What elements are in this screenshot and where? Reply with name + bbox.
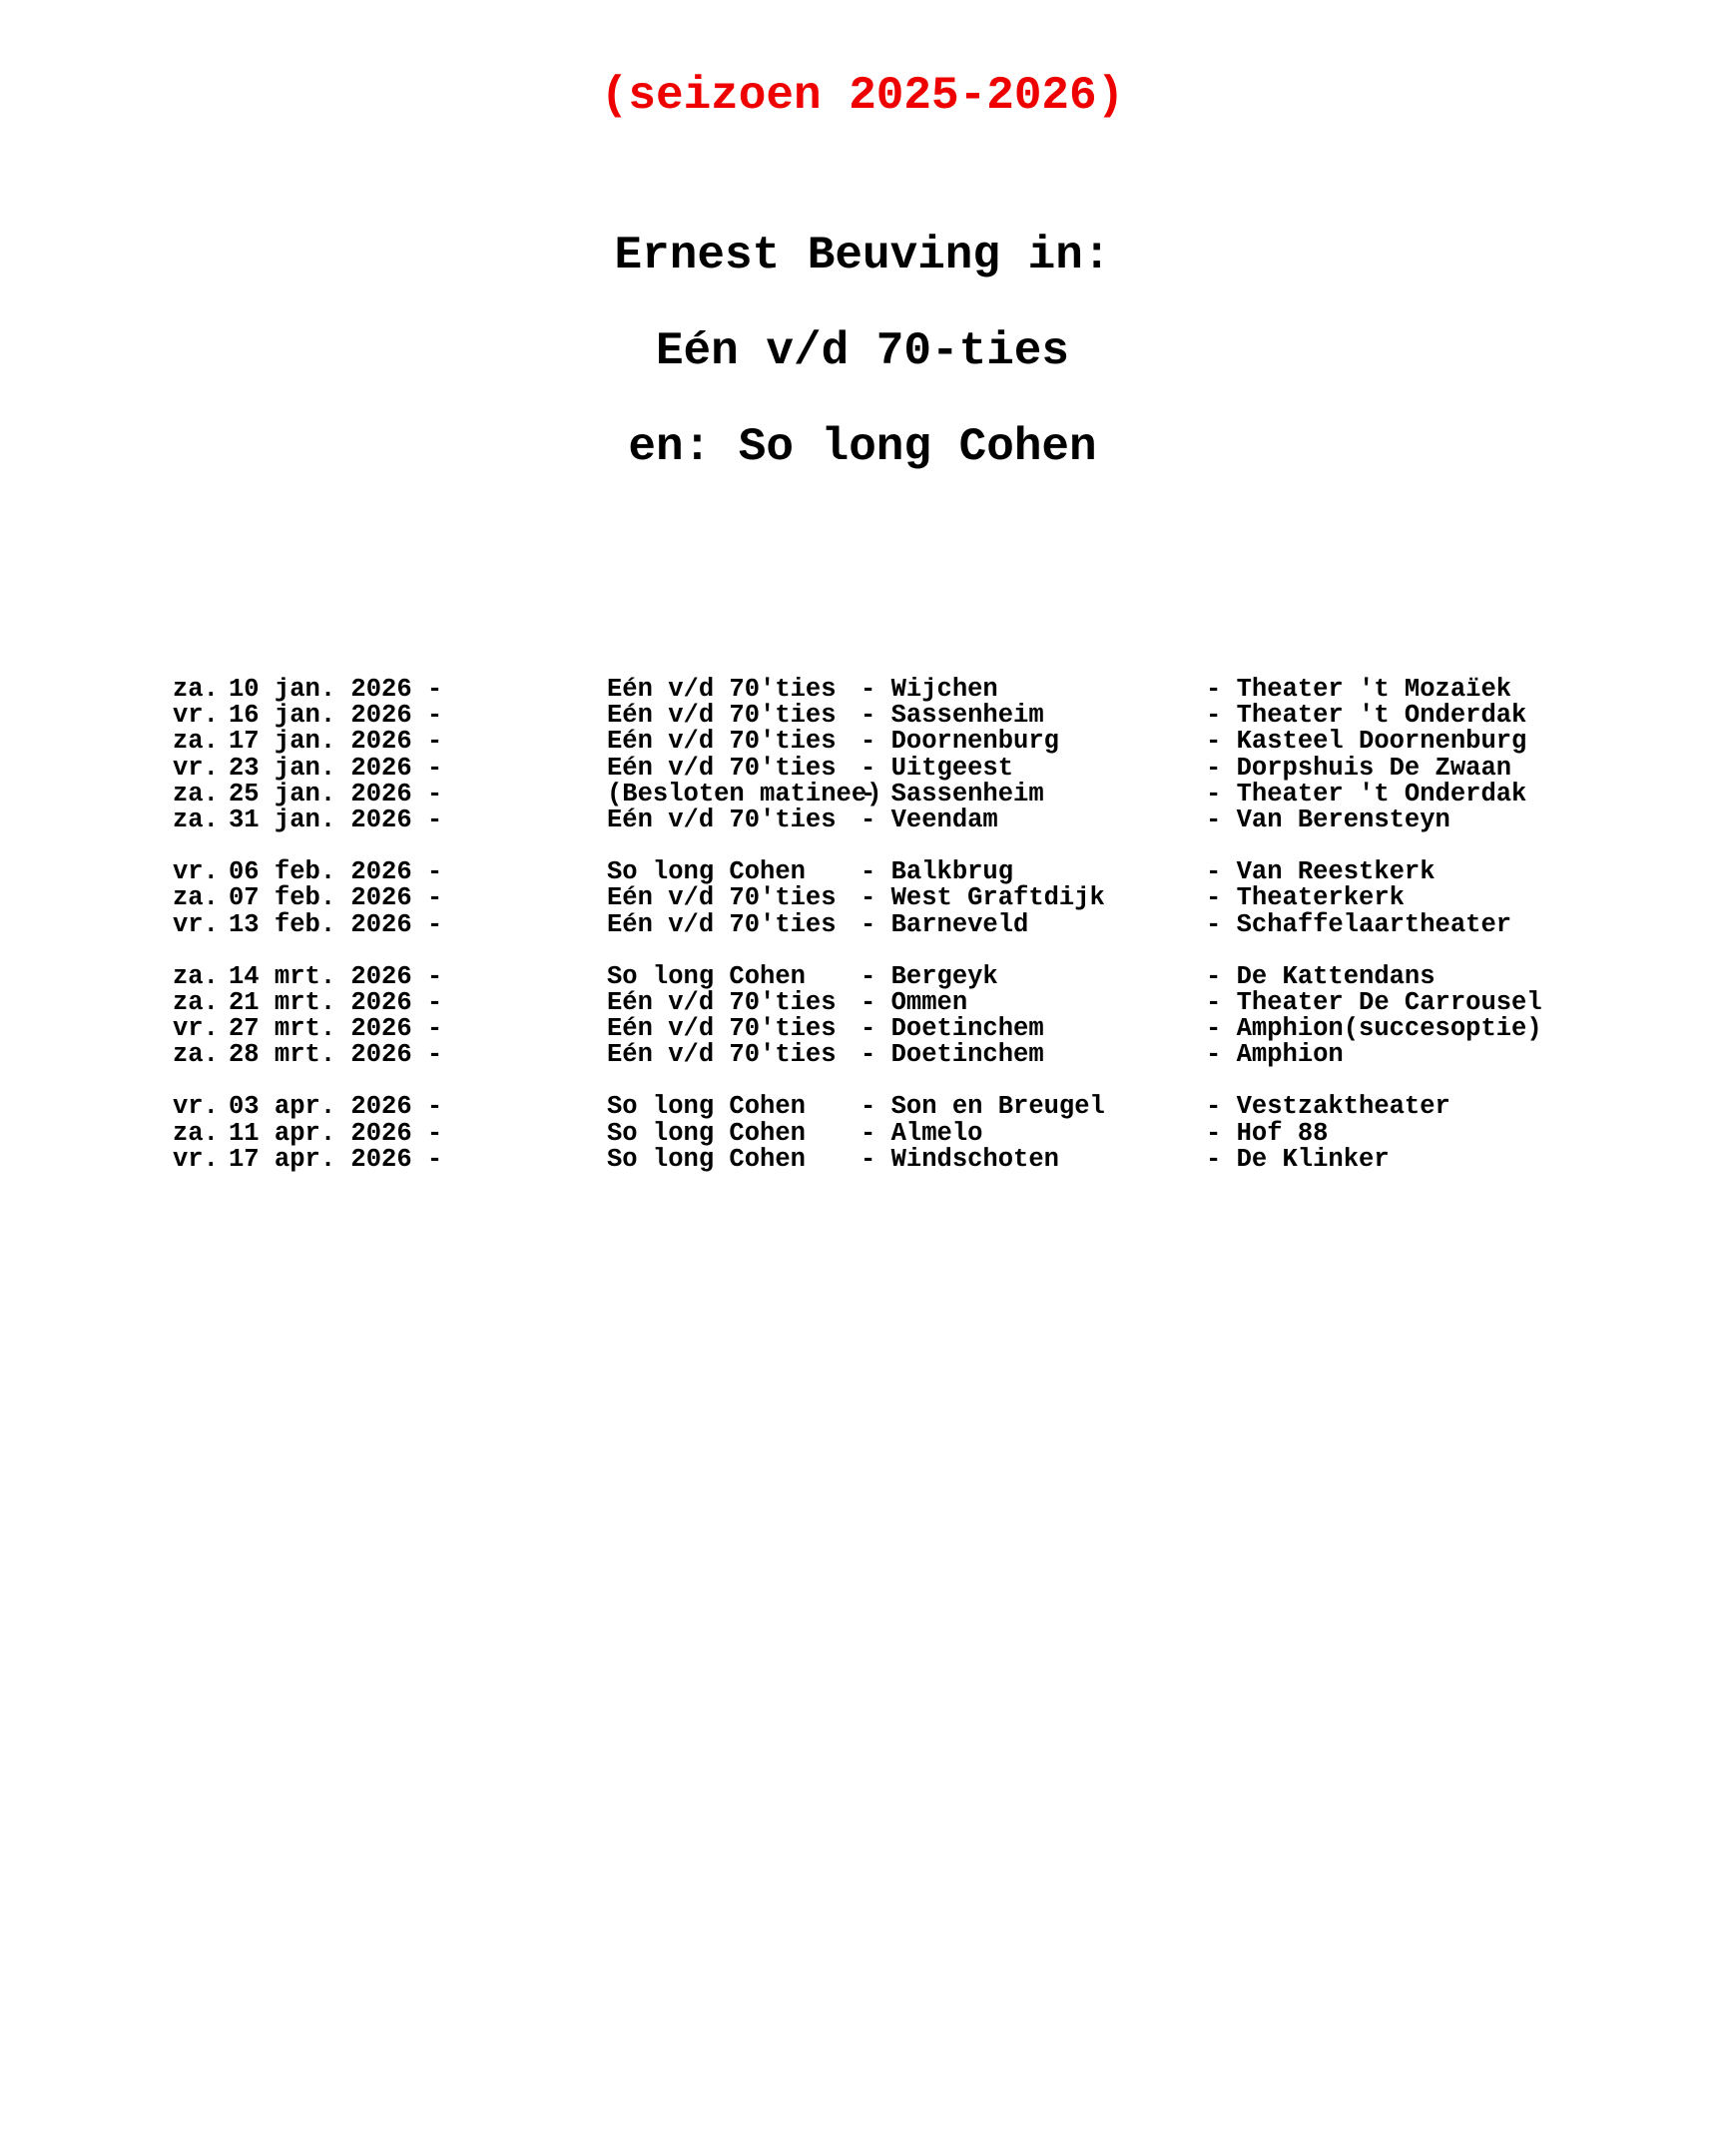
row-day: vr. (173, 753, 219, 783)
row-place: - Doetinchem (861, 1014, 1044, 1044)
row-day: za. (173, 779, 219, 808)
season-label: (seizoen 2025-2026) (600, 70, 1125, 122)
row-show: (Besloten matinee) (607, 779, 882, 808)
row-venue: - Theater 't Onderdak (1206, 779, 1527, 808)
row-day: za. (173, 675, 219, 704)
performance-schedule (173, 677, 1670, 1199)
row-day: vr. (173, 1144, 219, 1174)
row-venue: - Theater 't Onderdak (1206, 701, 1527, 731)
row-date: 14 mrt. 2026 - (229, 961, 443, 991)
row-date: 25 jan. 2026 - (229, 779, 443, 808)
row-day: vr. (173, 909, 219, 939)
row-venue: - Kasteel Doornenburg (1206, 727, 1527, 757)
schedule-row (173, 805, 1670, 834)
row-show: Eén v/d 70'ties (607, 701, 837, 731)
schedule-row (173, 703, 1670, 729)
row-day: za. (173, 727, 219, 757)
row-show: Eén v/d 70'ties (607, 753, 837, 783)
row-venue: - Theater 't Mozaïek (1206, 675, 1512, 704)
row-date: 16 jan. 2026 - (229, 701, 443, 731)
row-place: - West Graftdijk (861, 883, 1105, 913)
row-day: vr. (173, 857, 219, 887)
row-venue: - Amphion (1206, 1040, 1344, 1070)
row-day: vr. (173, 701, 219, 731)
row-show: Eén v/d 70'ties (607, 727, 837, 757)
show-title-2: en: So long Cohen (628, 421, 1097, 473)
row-show: So long Cohen (607, 1144, 806, 1174)
row-date: 07 feb. 2026 - (229, 883, 443, 913)
row-venue: - Schaffelaartheater (1206, 909, 1512, 939)
row-venue: - De Kattendans (1206, 961, 1436, 991)
performer-heading: Ernest Beuving in: (614, 230, 1111, 281)
month-group (173, 961, 1670, 1070)
row-place: - Ommen (861, 987, 968, 1017)
row-date: 13 feb. 2026 - (229, 909, 443, 939)
schedule-row (173, 961, 1670, 991)
row-venue: - De Klinker (1206, 1144, 1390, 1174)
schedule-row (173, 1016, 1670, 1042)
row-venue: - Van Berensteyn (1206, 805, 1450, 834)
row-date: 28 mrt. 2026 - (229, 1040, 443, 1070)
row-day: za. (173, 961, 219, 991)
row-venue: - Hof 88 (1206, 1118, 1329, 1148)
row-venue: - Amphion(succesoptie) (1206, 1014, 1542, 1044)
row-date: 17 apr. 2026 - (229, 1144, 443, 1174)
schedule-row (173, 1042, 1670, 1068)
row-day: za. (173, 1040, 219, 1070)
row-date: 27 mrt. 2026 - (229, 1014, 443, 1044)
row-show: So long Cohen (607, 857, 806, 887)
row-day: za. (173, 805, 219, 834)
row-place: - Sassenheim (861, 701, 1044, 731)
row-place: - Doetinchem (861, 1040, 1044, 1070)
row-show: Eén v/d 70'ties (607, 987, 837, 1017)
row-show: Eén v/d 70'ties (607, 909, 837, 939)
row-venue: - Dorpshuis De Zwaan (1206, 753, 1512, 783)
row-date: 03 apr. 2026 - (229, 1092, 443, 1122)
show-title-1: Eén v/d 70-ties (655, 325, 1070, 377)
schedule-row (173, 1094, 1670, 1120)
row-place: - Balkbrug (861, 857, 1014, 887)
month-group (173, 859, 1670, 938)
row-show: Eén v/d 70'ties (607, 1040, 837, 1070)
row-show: Eén v/d 70'ties (607, 883, 837, 913)
row-show: So long Cohen (607, 1092, 806, 1122)
schedule-row (173, 859, 1670, 885)
row-day: vr. (173, 1014, 219, 1044)
row-venue: - Van Reestkerk (1206, 857, 1436, 887)
row-day: za. (173, 1118, 219, 1148)
schedule-row (173, 1144, 1670, 1174)
row-show: Eén v/d 70'ties (607, 675, 837, 704)
row-place: - Wijchen (861, 675, 998, 704)
row-show: Eén v/d 70'ties (607, 1014, 837, 1044)
row-place: - Barneveld (861, 909, 1029, 939)
row-place: - Bergeyk (861, 961, 998, 991)
row-place: - Doornenburg (861, 727, 1059, 757)
row-show: So long Cohen (607, 1118, 806, 1148)
schedule-row (173, 753, 1670, 783)
schedule-row (173, 987, 1670, 1017)
schedule-row (173, 779, 1670, 808)
schedule-row (173, 885, 1670, 911)
row-date: 31 jan. 2026 - (229, 805, 443, 834)
month-group (173, 677, 1670, 833)
row-place: - Son en Breugel (861, 1092, 1105, 1122)
row-place: - Veendam (861, 805, 998, 834)
row-date: 21 mrt. 2026 - (229, 987, 443, 1017)
row-place: - Sassenheim (861, 779, 1044, 808)
row-day: vr. (173, 1092, 219, 1122)
schedule-row (173, 1118, 1670, 1148)
row-venue: - Theaterkerk (1206, 883, 1405, 913)
row-place: - Windschoten (861, 1144, 1059, 1174)
row-place: - Uitgeest (861, 753, 1014, 783)
row-date: 17 jan. 2026 - (229, 727, 443, 757)
row-show: Eén v/d 70'ties (607, 805, 837, 834)
month-group (173, 1094, 1670, 1173)
row-venue: - Vestzaktheater (1206, 1092, 1450, 1122)
row-show: So long Cohen (607, 961, 806, 991)
row-date: 06 feb. 2026 - (229, 857, 443, 887)
row-day: za. (173, 987, 219, 1017)
row-place: - Almelo (861, 1118, 983, 1148)
row-venue: - Theater De Carrousel (1206, 987, 1542, 1017)
row-day: za. (173, 883, 219, 913)
row-date: 11 apr. 2026 - (229, 1118, 443, 1148)
schedule-row (173, 909, 1670, 939)
row-date: 10 jan. 2026 - (229, 675, 443, 704)
row-date: 23 jan. 2026 - (229, 753, 443, 783)
schedule-row (173, 729, 1670, 755)
schedule-row (173, 677, 1670, 703)
